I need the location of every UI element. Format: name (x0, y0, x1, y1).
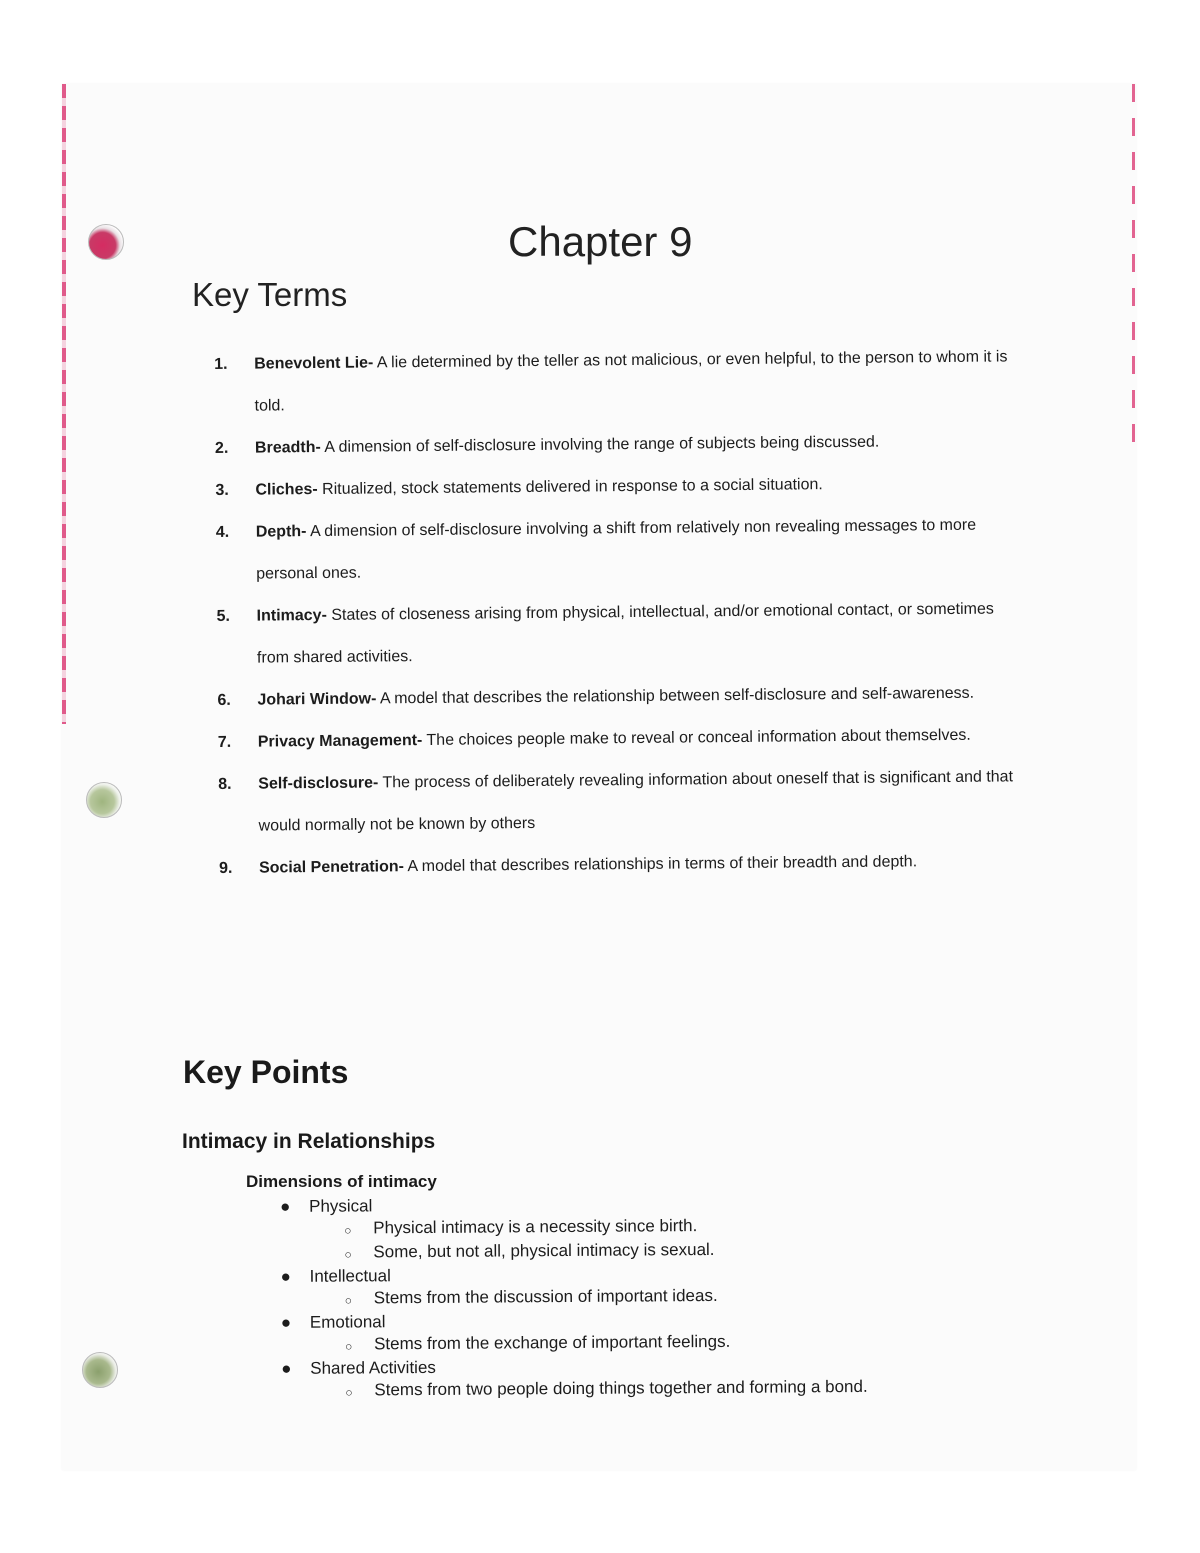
term-number: 7. (217, 733, 232, 751)
term-name: Breadth- (254, 438, 321, 457)
term-definition: States of closeness arising from physical, intellectual, and/or emotional contact, or sometimes from shared activities. (256, 600, 994, 667)
binder-hole-middle (86, 782, 122, 818)
term-item (218, 756, 1019, 848)
dimension-item (280, 1191, 980, 1266)
dimension-label: Intellectual (309, 1266, 391, 1286)
subpoint-text: Some, but not all, physical intimacy is sexual. (373, 1239, 715, 1262)
term-number: 2. (214, 439, 229, 457)
term-item (214, 336, 1015, 428)
term-number: 8. (218, 775, 232, 793)
subpoint-text: Stems from the discussion of important ideas. (373, 1285, 718, 1308)
bullet-icon: ● (281, 1358, 292, 1378)
binder-hole-top (88, 224, 124, 260)
dimension-subpoints (280, 1213, 980, 1266)
term-name: Depth- (255, 523, 307, 541)
term-name: Self-disclosure- (258, 774, 379, 793)
dimensions-list (280, 1191, 981, 1404)
bullet-icon: ● (280, 1266, 291, 1286)
perforated-edge-left (62, 84, 66, 724)
term-number: 4. (215, 523, 230, 541)
dimension-label: Emotional (309, 1312, 386, 1332)
bullet-icon: ● (280, 1196, 291, 1216)
term-number: 9. (218, 859, 233, 877)
term-name: Privacy Management- (257, 732, 423, 751)
term-item (219, 840, 1019, 890)
key-points-heading: Key Points (183, 1054, 349, 1090)
term-name: Johari Window- (257, 690, 377, 709)
term-definition: The process of deliberately revealing information about oneself that is significant and that would normally not be known by others (258, 768, 1014, 835)
term-definition: A model that describes relationships in terms of their breadth and depth. (407, 853, 918, 876)
sub-bullet-icon: ○ (344, 1223, 352, 1238)
sub-bullet-icon: ○ (344, 1247, 352, 1262)
term-name: Intimacy- (256, 606, 327, 625)
sub-bullet-icon: ○ (344, 1293, 353, 1308)
term-number: 6. (217, 691, 231, 709)
dimension-label: Physical (309, 1196, 373, 1216)
term-definition: Ritualized, stock statements delivered in response to a social situation. (322, 476, 823, 498)
subpoint-item (345, 1375, 981, 1403)
term-definition: A lie determined by the teller as not malicious, or even helpful, to the person to whom it is told. (254, 348, 1008, 415)
chapter-title: Chapter 9 (508, 218, 693, 265)
subsection-heading: Dimensions of intimacy (246, 1172, 437, 1191)
term-name: Cliches- (255, 481, 318, 499)
term-item (216, 504, 1017, 596)
term-name: Social Penetration- (258, 858, 405, 877)
term-definition: A model that describes the relationship between self-disclosure and self-awareness. (379, 684, 975, 708)
subpoint-text: Stems from two people doing things together and forming a bond. (374, 1376, 868, 1400)
dimension-item (281, 1307, 981, 1358)
term-name: Benevolent Lie- (254, 354, 374, 373)
term-definition: A dimension of self-disclosure involving a shift from relatively non revealing messages to more personal ones. (256, 516, 977, 583)
binder-hole-bottom (82, 1352, 118, 1388)
dimension-item (281, 1353, 981, 1404)
term-definition: A dimension of self-disclosure involving the range of subjects being discussed. (324, 433, 880, 456)
key-terms-heading: Key Terms (192, 276, 348, 313)
dimension-subpoints (281, 1375, 981, 1404)
term-number: 5. (216, 607, 231, 625)
dimension-item (280, 1261, 980, 1312)
subpoint-text: Physical intimacy is a necessity since birth. (373, 1216, 698, 1238)
dimension-label: Shared Activities (310, 1357, 436, 1378)
bullet-icon: ● (280, 1312, 292, 1332)
term-number: 1. (214, 355, 228, 373)
sub-bullet-icon: ○ (345, 1385, 353, 1400)
section-heading: Intimacy in Relationships (182, 1130, 436, 1153)
sub-bullet-icon: ○ (345, 1339, 353, 1354)
key-terms-list (214, 336, 1019, 890)
perforated-edge-right (1132, 84, 1135, 444)
subpoint-text: Stems from the exchange of important feelings. (373, 1331, 731, 1354)
term-number: 3. (215, 481, 229, 499)
term-definition: The choices people make to reveal or conceal information about themselves. (426, 726, 971, 749)
term-item (216, 588, 1017, 680)
